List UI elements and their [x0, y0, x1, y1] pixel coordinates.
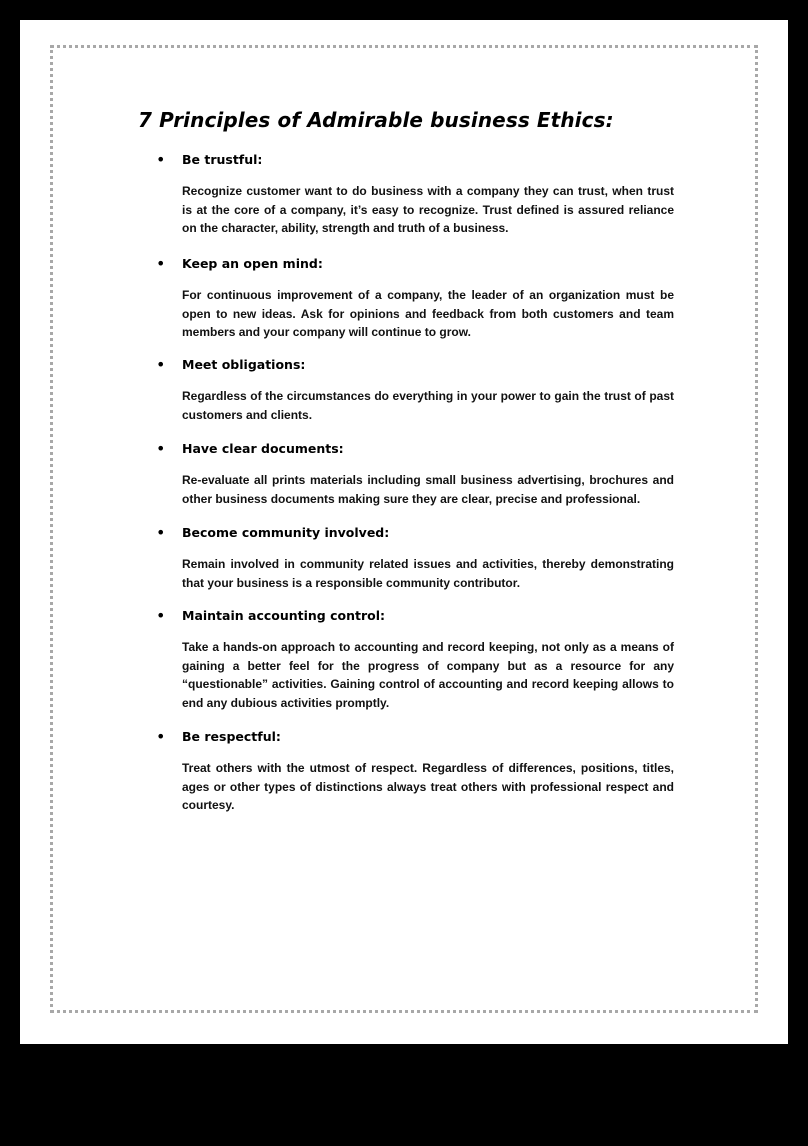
principle-keep-open-mind: [156, 255, 674, 356]
principles-list: [156, 151, 674, 818]
principle-heading: Be trustful:: [182, 152, 263, 167]
principle-be-trustful: [156, 151, 674, 255]
principle-clear-documents: [156, 440, 674, 524]
principle-description: Re-evaluate all prints materials including small business advertising, brochures and other business documents making sure they are clear, precise and professional.: [182, 473, 674, 506]
principle-heading: Keep an open mind:: [182, 256, 323, 271]
principle-description: Take a hands-on approach to accounting and record keeping, not only as a means of gaining a better feel for the progress of company but as a resource for any “questionable” activities. Gaining control of accounting and record keeping allows to end any dubious activities promptly.: [182, 640, 674, 711]
document-title: 7 Principles of Admirable business Ethics:: [138, 108, 614, 132]
bullet-icon: •: [156, 254, 166, 273]
principle-heading: Have clear documents:: [182, 441, 344, 456]
principle-be-respectful: [156, 728, 674, 818]
principle-description: For continuous improvement of a company, the leader of an organization must be open to new ideas. Ask for opinions and feedback from both customers and team members and your company will continue to grow.: [182, 288, 674, 340]
principle-description: Treat others with the utmost of respect. Regardless of differences, positions, titles, ages or other types of distinctions always treat others with professional respect and courtesy.: [182, 761, 674, 813]
bullet-icon: •: [156, 727, 166, 746]
principle-meet-obligations: [156, 356, 674, 440]
principle-description: Recognize customer want to do business with a company they can trust, when trust is at the core of a company, it’s easy to recognize. Trust defined is assured reliance on the character, ability, strength and truth of a business.: [182, 184, 674, 236]
principle-heading: Maintain accounting control:: [182, 608, 386, 623]
bullet-icon: •: [156, 150, 166, 169]
document-page: [20, 20, 788, 1044]
principle-description: Regardless of the circumstances do everything in your power to gain the trust of past customers and clients.: [182, 389, 674, 422]
bullet-icon: •: [156, 523, 166, 542]
principle-accounting-control: [156, 607, 674, 728]
bullet-icon: •: [156, 606, 166, 625]
bullet-icon: •: [156, 355, 166, 374]
bullet-icon: •: [156, 439, 166, 458]
principle-heading: Be respectful:: [182, 729, 281, 744]
principle-description: Remain involved in community related issues and activities, thereby demonstrating that your business is a responsible community contributor.: [182, 557, 674, 590]
principle-heading: Become community involved:: [182, 525, 390, 540]
principle-community-involved: [156, 524, 674, 607]
principle-heading: Meet obligations:: [182, 357, 306, 372]
